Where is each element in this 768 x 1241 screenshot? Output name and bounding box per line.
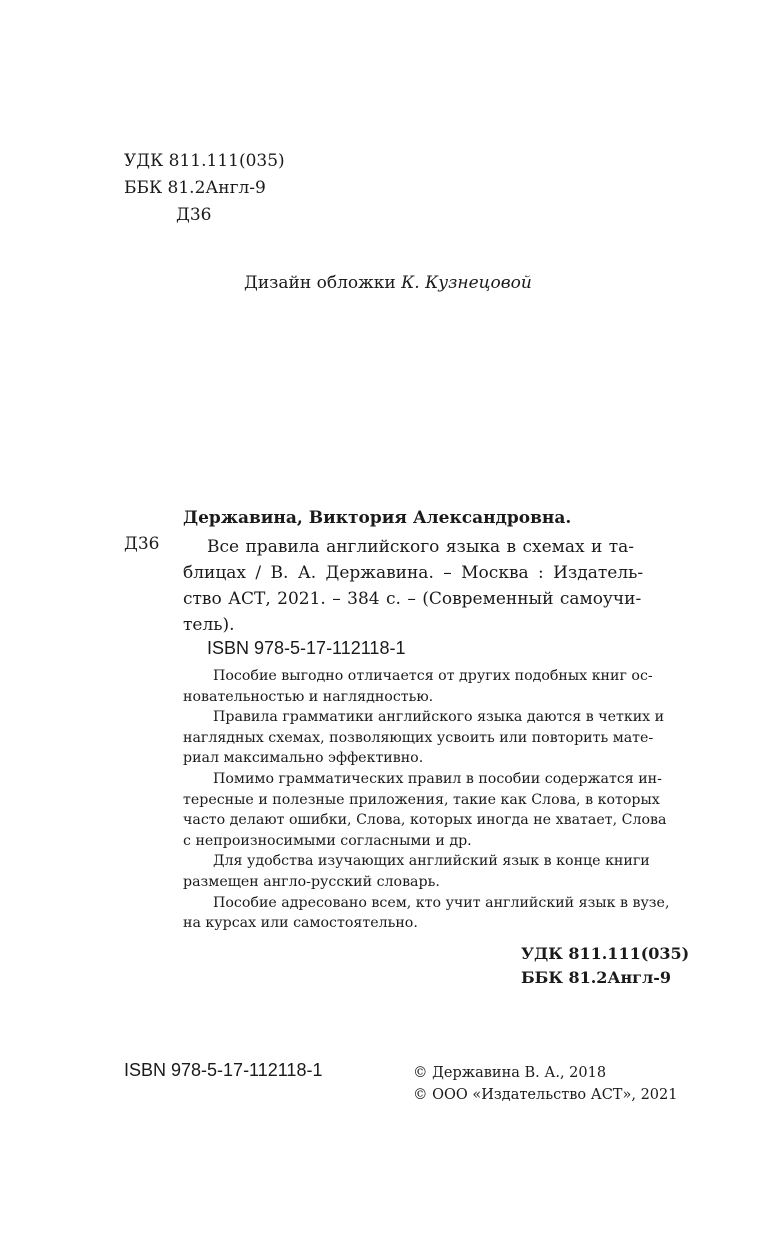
bbk-code: ББК 81.2Англ-9 [124,178,266,198]
annotation-line: наглядных схемах, позволяющих усвоить или повторить мате- [183,729,654,746]
udk-code: УДК 811.111(035) [124,151,285,171]
description-line: Все правила английского языка в схемах и та- [207,537,635,557]
cover-design-label: Дизайн обложки [244,273,402,293]
annotation-line: Пособие адресовано всем, кто учит английский язык в вузе, [213,894,670,911]
annotation-line: новательностью и наглядностью. [183,688,434,705]
record-author: Державина, Виктория Александровна. [183,508,572,528]
annotation-line: размещен англо-русский словарь. [183,873,440,890]
description-line: блицах / В. А. Державина. – Москва : Издатель- [183,563,644,583]
record-isbn: ISBN 978-5-17-112118-1 [207,638,406,658]
annotation-line: Помимо грамматических правил в пособии содержатся ин- [213,770,662,787]
cover-designer-name: К. Кузнецовой [401,273,532,293]
annotation [183,666,688,934]
classification-codes-top [124,148,285,229]
annotation-line: часто делают ошибки, Слова, которых иногда не хватает, Слова [183,812,667,829]
classification-codes-bottom [521,942,689,990]
udk-code-bottom: УДК 811.111(035) [521,944,690,963]
author-mark: Д36 [176,205,212,225]
footer-isbn: ISBN 978-5-17-112118-1 [124,1060,323,1080]
copyright-author: © Державина В. А., 2018 [413,1065,607,1081]
bbk-code-bottom: ББК 81.2Англ-9 [521,968,672,987]
annotation-line: Для удобства изучающих английский язык в конце книги [213,853,650,870]
annotation-line: тересные и полезные приложения, такие как Слова, в которых [183,791,660,808]
annotation-line: на курсах или самостоятельно. [183,915,418,932]
cover-design-credit [244,273,532,293]
record-author-mark: Д36 [124,534,160,554]
copyright-publisher: © ООО «Издательство АСТ», 2021 [413,1087,678,1103]
description-line: тель). [183,615,235,635]
annotation-line: Пособие выгодно отличается от других подобных книг ос- [213,668,653,684]
annotation-line: риал максимально эффективно. [183,750,424,767]
annotation-line: с непроизносимыми согласными и др. [183,832,472,849]
annotation-line: Правила грамматики английского языка даются в четких и [213,709,665,726]
bibliographic-description [183,534,685,638]
description-line: ство АСТ, 2021. – 384 с. – (Современный самоучи- [183,589,642,609]
copyright-block [413,1062,677,1106]
